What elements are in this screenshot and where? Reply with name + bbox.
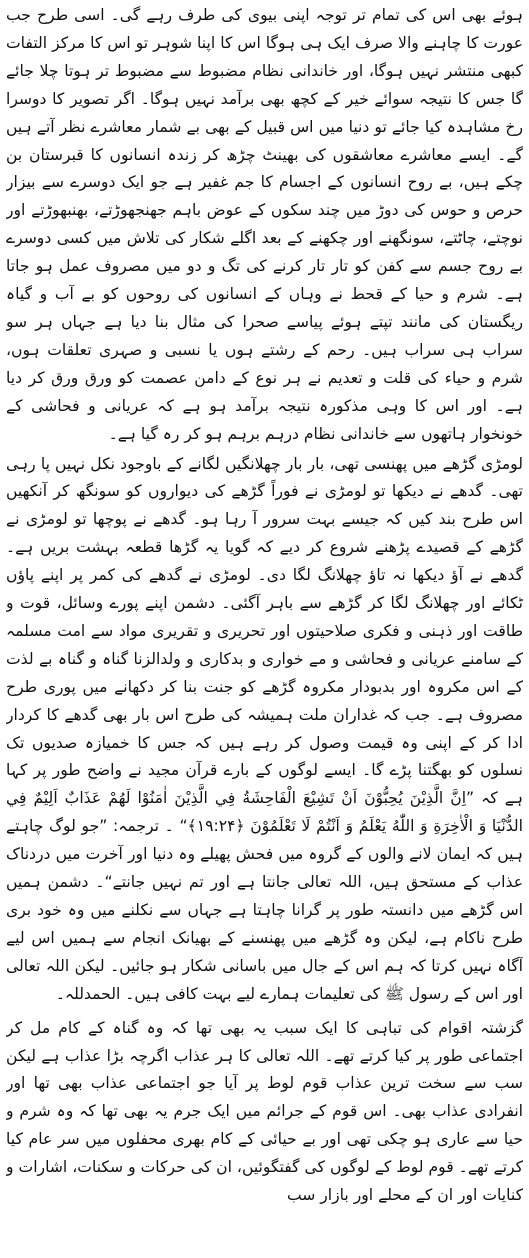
- document-page: [6, 2, 523, 1256]
- paragraph-1: ہوئے بھی اس کی تمام تر توجہ اپنی بیوی کی طرف رہے گی۔ اسی طرح جب عورت کا چاہنے والا صرف ایک ہی ہوگا اس کا اپنا شوہر تو اس کا مرکز التفات کبھی منتشر نہیں ہوگا، اور خاندانی نظام مضبوط سے مضبوط تر ہوتا چلا جائے گا جس کا نتیجہ سوائے خیر کے کچھ بھی برآمد نہیں ہوگا۔ اگر تصویر کا دوسرا رخ مشاہدہ کیا جائے تو دنیا میں اس قبیل کے بھی بے شمار معاشرے نظر آتے ہیں گے۔ ایسے معاشرے معاشقوں کی بھینٹ چڑھ کر زندہ انسانوں کا قبرستان بن چکے ہیں، بے روح انسانوں کے اجسام کا جم غفیر ہے جو ایک دوسرے سے بیزار حرص و حوس کی دوڑ میں چند سکوں کے عوض باہم جھنجھوڑتے، بھنبھوڑتے اور نوچتے، چاٹتے، سونگھنے اور چکھنے کے بعد اگلے شکار کی تلاش میں کسی دوسرے بے روح جسم سے کفن کو تار تار کرنے کی تگ و دو میں مصروف عمل ہو جاتا ہے۔ شرم و حیا کے قحط نے وہاں کے انسانوں کی روحوں کو بے آب و گیاہ ریگستان کی مانند تپتے ہوئے پیاسے صحرا کی مثال بنا دیا ہے جہاں ہر سو سراب ہی سراب ہیں۔ رحم کے رشتے ہوں یا نسبی و صہری تعلقات ہوں، شرم و حیاء کی قلت و تعدیم نے ہر نوع کے دامن عصمت کو ورق ورق کر دیا ہے۔ اور اس کا وہی مذکورہ نتیجہ برآمد ہو ہے کہ عریانی و فحاشی کے خونخوار ہاتھوں سے خاندانی نظام درہم برہم ہو کر رہ گیا ہے۔: [6, 6, 523, 443]
- paragraph-3: گزشتہ اقوام کی تباہی کا ایک سبب یہ بھی تھا کہ وہ گناہ کے کام مل کر اجتماعی طور پر کیا کرتے تھے۔ اللہ تعالی کا ہر عذاب اگرچہ بڑا عذاب ہے لیکن سب سے سخت ترین عذاب قوم لوط پر آیا جو اجتماعی عذاب بھی تھا اور انفرادی عذاب بھی۔ اس قوم کے جرائم میں ایک جرم یہ بھی تھا کہ وہ شرم و حیا سے عاری ہو چکی تھی اور بے حیائی کے کام بھری محفلوں میں سر عام کیا کرتے تھے۔ قوم لوط کے لوگوں کی گفتگوئیں، ان کی حرکات و سکنات، اشارات و کنایات اور ان کے محلے اور بازار سب: [6, 1018, 523, 1205]
- paragraph-2: لومڑی گڑھے میں پھنسی تھی، بار بار چھلانگیں لگانے کے باوجود نکل نہیں پا رہی تھی۔ گدھے نے دیکھا تو لومڑی نے فوراً گڑھے کی دیواروں کو سونگھ کر آنکھیں اس طرح بند کیں کہ جیسے بہت سرور آ رہا ہو۔ گدھے نے پوچھا تو لومڑی نے گڑھے کے قصیدے پڑھنے شروع کر دیے کہ گویا یہ گڑھا قطعہ بہشت بریں ہے۔ گدھے نے آؤ دیکھا نہ تاؤ چھلانگ لگا دی۔ لومڑی نے گدھے کی کمر پر اپنے پاؤں ٹکائے اور چھلانگ لگا کر گڑھے سے باہر آگئی۔ دشمن اپنے پورے وسائل، قوت و طاقت اور ذہنی و فکری صلاحیتوں اور تحریری و تقریری مواد سے امت مسلمہ کے سامنے عریانی و فحاشی و مے خواری و بدکاری و ولدالزنا گناہ و گناہ بے لذت کے اس مکروہ اور بدبودار مکروہ گڑھے کو جنت بنا کر دکھانے میں پوری طرح مصروف ہے۔ جب کہ غداران ملت ہمیشہ کی طرح اس بار بھی گدھے کا کردار ادا کر کے اپنی وہ قیمت وصول کر رہے ہیں کہ جس کا خمیازہ صدیوں تک نسلوں کو بھگتنا پڑے گا۔ ایسے لوگوں کے بارے قرآن مجید نے واضح طور پر کہا ہے کہ ”اِنَّ الَّذِيْنَ يُحِبُّوْنَ اَنْ تَشِيْعَ الْفَاحِشَةُ فِي الَّذِيْنَ اٰمَنُوْا لَهُمْ عَذَابٌ اَلِيْمٌ فِي الدُّنْيَا وَ الْاٰخِرَةِ وَ اللّٰهُ يَعْلَمُ وَ اَنْتُمْ لَا تَعْلَمُوْنَ ﴿۱۹:۲۴﴾“ ۔ ترجمہ: ”جو لوگ چاہتے ہیں کہ ایمان لانے والوں کے گروہ میں فحش پھیلے وہ دنیا اور آخرت میں دردناک عذاب کے مستحق ہیں، اللہ تعالی جانتا ہے اور تم نہیں جانتے“۔ دشمن ہمیں اس گڑھے میں دانستہ طور پر گرانا چاہتا ہے جہاں سے نکلنے میں وہ خود بری طرح ناکام ہے، لیکن وہ گڑھے میں پھنسنے کے بھیانک انجام سے ہمیں اس لیے آگاہ نہیں کرتا کہ ہم اس کے جال میں باسانی شکار ہو جائیں۔ لیکن اللہ تعالی اور اس کے رسول ﷺ کی تعلیمات ہمارے لیے بہت کافی ہیں۔ الحمدللہ۔: [6, 454, 523, 1003]
